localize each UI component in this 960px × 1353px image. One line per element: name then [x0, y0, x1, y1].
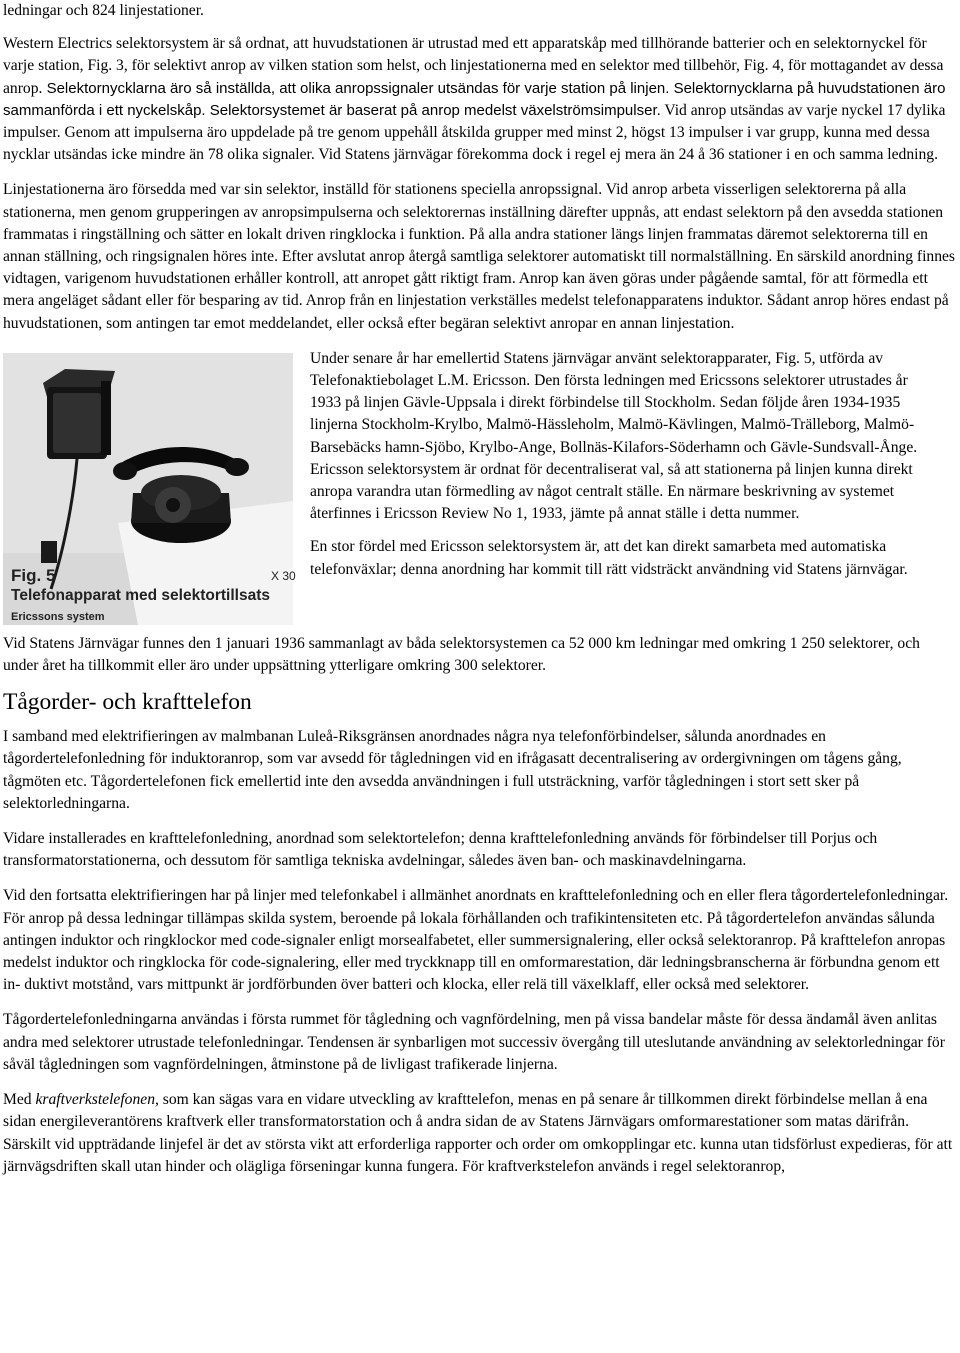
figure-subtitle: Ericssons system — [11, 610, 105, 623]
paragraph-fortsatt-elektrifiering: Vid den fortsatta elektrifieringen har på linjer med telefonkabel i allmänhet anordnats en krafttelefonledning och en eller flera tågordertelefonledningar. För anrop på dessa ledningar tillämpas skilda system, beroende på lokala förhållanden och trafikintensiteten etc. På tågordertelefon användas sålunda antingen induktor och ringklockor med code-signaler enligt morsealfabetet, eller summersignalering, eller också selektoranrop. På krafttelefon anropas medelst induktor och ringklocka för code-signalering, eller med tryckknapp till en omformarestation, där ledningsbranscherna är förbundna genom ett in- duktivt motstånd, vars mittpunkt är jordförbunden över batteri och klocka, eller relä till växelklaff, eller också med selektorer. — [3, 887, 949, 994]
paragraph-ericsson-selektorer: Under senare år har emellertid Statens järnvägar använt selektorapparater, Fig. 5, utförda av Telefonaktiebolaget L.M. Ericsson. Den första ledningen med Ericssons selektorer utrustades år 1933 på linjen Gävle-Uppsala i direkt förbindelse till Stockholm. Sedan följde åren 1934-1935 linjerna Stockholm-Krylbo, Malmö-Hässleholm, Malmö-Kävlingen, Malmö-Trälleborg, Malmö-Barsebäcks hamn-Sjöbo, Krylbo-Ange, Bollnäs-Kilafors-Söderhamn och Gävle-Sundsvall-Ånge. Ericsson selektorsystem är ordnat för decentraliserat val, så att stationerna på linjen kunna direkt anropa varandra utan förmedling av något centralt ställe. En närmare beskrivning av systemet återfinnes i Ericsson Review No 1, 1933, jämte på annat ställe i detta nummer. — [310, 349, 918, 523]
paragraph-kraftverkstelefon — [3, 1089, 957, 1178]
figure-number: Fig. 5 — [11, 565, 56, 585]
paragraph-western-electric — [3, 33, 957, 166]
text-segment: Vid anrop utsändas av varje nyckel 17 dylika impulser. Genom att impulserna äro uppdelade på tre genom uppehåll åtskilda grupper med minst 2, högst 13 impulser i var grupp, kunna med dessa nycklar utsändas icke mindre än 78 olika signaler. Vid Statens järnvägar förekomma dock i regel ej mera än 24 å 36 stationer i en och samma ledning. — [3, 101, 946, 164]
figure-code: X 30 — [271, 568, 296, 583]
paragraph-krafttelefonledning: Vidare installerades en krafttelefonledning, anordnad som selektortelefon; denna krafttelefonledning används för förbindelser till Porjus och transformatorstationerna, och dessutom för samtliga tekniska avdelningar, således även ban- och maskinavdelningarna. — [3, 830, 878, 870]
section-heading: Tågorder- och krafttelefon — [3, 689, 252, 716]
text-segment: Western Electrics selektorsystem är så ordnat, att huvudstationen är utrustad med ett apparatskåp med tillhörande batterier och en selektornyckel för varje station, Fig. 3, för selektivt anrop av vilken station som helst, och linjestationerna med en selektor med tillbehör, Fig. 4, för mottagandet av dessa anrop. — [3, 35, 944, 97]
paragraph-continuation: ledningar och 824 linjestationer. — [3, 2, 204, 19]
text-segment-sans: Selektornycklarna äro så inställda, att olika anropssignaler utsändas för varje station på linjen. Selektornycklarna på huvudstationen äro sammanförda i ett nyckelskåp. Selektorsystemet är baserat på anrop medelst växelströmsimpulser. — [3, 79, 946, 119]
figure-photo-telephone — [3, 353, 296, 625]
paragraph-ericsson-fordel: En stor fördel med Ericsson selektorsystem är, att det kan direkt samarbeta med automatiska telefonväxlar; denna anordning har kommit till rätt vidsträckt användning vid Statens järnvägar. — [310, 538, 908, 578]
text-segment: som kan sägas vara en vidare utveckling av krafttelefon, menas en på senare år tillkommen direkt förbindelse mellan å ena sidan energileverantörens kraftverk eller transformatorstation och å andra sidan de av Statens Järnvägars omformarestationer som matas därifrån. Särskilt vid uppträdande linjefel är det av största vikt att erforderliga rapporter och order om omkopplingar etc. kunna utan tidsförlust expedieras, för att järnvägsdriften skall utan hinder och olägliga förseningar kunna fungera. För kraftverkstelefon används i regel selektoranrop, — [3, 1091, 953, 1175]
paragraph-statistik-1936: Vid Statens Järnvägar funnes den 1 januari 1936 sammanlagt av båda selektorsystemen ca 52 000 km ledningar med omkring 1 250 selektorer, och under året ha tillkommit eller äro under uppsättning ytterligare omkring 300 selektorer. — [3, 634, 920, 675]
figure-title: Telefonapparat med selektortillsats — [11, 586, 270, 604]
emphasized-term: kraftverkstelefonen, — [35, 1091, 159, 1109]
paragraph-tagordertelefonledningar: Tågordertelefonledningarna användas i första rummet för tågledning och vagnfördelning, men på vissa bandelar måste för dessa ändamål även anlitas andra med selektorer utrustade telefonledningar. Tendensen är synbarligen mot successiv övergång till uteslutande användning av selektorledningar för såväl tågledningen som vagnfördelningen, åtminstone på de livligast trafikerade linjerna. — [3, 1011, 945, 1073]
paragraph-linjestationer: Linjestationerna äro försedda med var sin selektor, inställd för stationens speciella anropssignal. Vid anrop arbeta visserligen selektorerna på alla stationerna, men genom grupperingen av anropsimpulserna och selektorernas inställning därefter uppnås, att endast selektorn på den avsedda stationen frammatas i ringställning och sätter en lokalt driven ringklocka i funktion. På alla andra stationer längs linjen frammatas däremot selektorerna till en annan ställning, och ringsignalen höres inte. Efter avslutat anrop återgå samtliga selektorer automatiskt till normalställning. En särskild anordning finnes vidtagen, varigenom huvudstationen erhåller kontroll, att anropet gått riktigt fram. Anrop kan även göras under pågående samtal, för att förmedla ett mera angeläget sådant eller för besparing av tid. Anrop från en linjestation verkställes medelst telefonapparatens induktor. Sådant anrop höres endast på huvudstationen, som antingen tar emot meddelandet, eller också efter begäran selektivt anropar en annan linjestation. — [3, 181, 955, 332]
document-page — [3, 0, 957, 1178]
figure-row — [3, 348, 957, 625]
figure-side-text — [310, 348, 930, 625]
text-segment: Med — [3, 1091, 36, 1109]
paragraph-malmbanan: I samband med elektrifieringen av malmbanan Luleå-Riksgränsen anordnades några nya telefonförbindelser, sålunda anordnades en tågordertelefonledning för induktoranrop, som var avsedd för tågledningen vid en ifrågasatt decentralisering av ordergivningen om tågens gång, tågmöten etc. Tågordertelefonen fick emellertid inte den avsedda användningen i full utsträckning, varför tågledningen i stort sett sker på selektorledningarna. — [3, 728, 902, 812]
